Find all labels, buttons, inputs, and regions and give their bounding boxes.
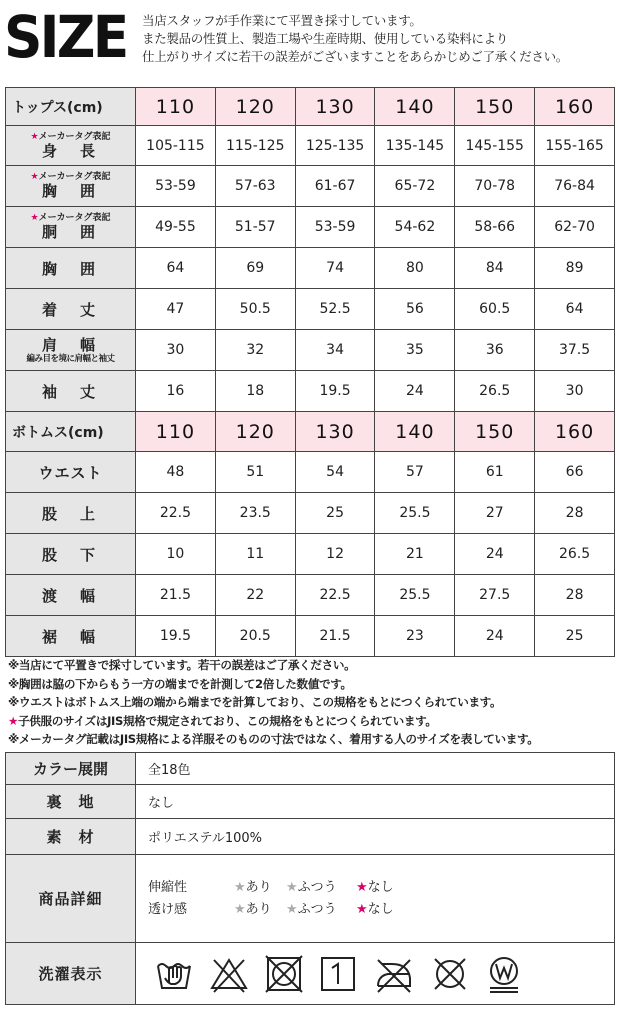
table-cell: 66: [535, 452, 615, 493]
table-cell: 22: [215, 575, 295, 616]
table-row: [6, 207, 615, 248]
header-notes: [142, 12, 618, 66]
table-cell: 23.5: [215, 493, 295, 534]
row-label: ★メーカータグ表記 胸 囲: [6, 166, 136, 207]
table-cell: 62-70: [535, 207, 615, 248]
size-header: 140: [375, 412, 455, 452]
table-cell: 61-67: [295, 166, 375, 207]
header-note: また製品の性質上、製造工場や生産時期、使用している染料により: [142, 31, 509, 46]
star-icon: ★: [286, 879, 298, 895]
bottoms-header: ボトムス(cm): [6, 412, 136, 452]
table-cell: 51-57: [215, 207, 295, 248]
table-cell: 61: [455, 452, 535, 493]
table-cell: 34: [295, 330, 375, 371]
table-row: [6, 166, 615, 207]
size-header: 110: [136, 412, 216, 452]
note-line: ※メーカータグ記載はJIS規格による洋服そのものの寸法ではなく、着用する人のサイズを表しています。: [8, 732, 539, 747]
table-cell: 27: [455, 493, 535, 534]
note-line: ※胸囲は脇の下からもう一方の端までを計測して2倍した数値です。: [8, 676, 352, 691]
table-cell: 47: [136, 289, 216, 330]
size-header: 160: [535, 88, 615, 126]
tops-header-row: [6, 88, 615, 126]
info-row: [6, 855, 615, 943]
star-icon: ★: [286, 901, 298, 917]
bottoms-header-row: [6, 412, 615, 452]
table-row: [6, 126, 615, 166]
row-label: 着 丈: [6, 289, 136, 330]
table-cell: 105-115: [136, 126, 216, 166]
table-cell: 20.5: [215, 616, 295, 657]
hand-wash-icon: [154, 954, 194, 994]
table-row: [6, 289, 615, 330]
info-label: 裏 地: [6, 785, 136, 819]
table-cell: 84: [455, 248, 535, 289]
info-label: 素 材: [6, 819, 136, 855]
table-cell: 24: [455, 534, 535, 575]
note-line: ※ウエストはボトムス上端の端から端までを計算しており、この規格をもとにつくられています。: [8, 695, 502, 710]
star-icon: ★: [8, 713, 19, 728]
size-header: 150: [455, 412, 535, 452]
star-icon: ★: [234, 879, 246, 895]
table-cell: 36: [455, 330, 535, 371]
table-cell: 25.5: [375, 493, 455, 534]
size-header: 150: [455, 88, 535, 126]
row-label: 肩 幅 編み目を境に肩幅と袖丈: [6, 330, 136, 371]
table-cell: 49-55: [136, 207, 216, 248]
table-cell: 135-145: [375, 126, 455, 166]
star-icon: ★: [234, 901, 246, 917]
table-cell: 60.5: [455, 289, 535, 330]
detail-sheerness: 透け感 ★あり ★ふつう ★なし: [148, 901, 394, 917]
table-row: [6, 330, 615, 371]
table-cell: 22.5: [295, 575, 375, 616]
info-value: ポリエステル100%: [136, 819, 615, 855]
header: [0, 0, 620, 82]
star-icon: ★: [356, 879, 368, 895]
table-cell: 54-62: [375, 207, 455, 248]
table-cell: 70-78: [455, 166, 535, 207]
maker-tag-label: ★メーカータグ表記: [30, 131, 111, 142]
table-cell: 145-155: [455, 126, 535, 166]
row-label: ★メーカータグ表記 胴 囲: [6, 207, 136, 248]
table-cell: 32: [215, 330, 295, 371]
table-cell: 52.5: [295, 289, 375, 330]
row-label: 胸 囲: [6, 248, 136, 289]
table-cell: 28: [535, 493, 615, 534]
table-cell: 56: [375, 289, 455, 330]
table-cell: 89: [535, 248, 615, 289]
maker-tag-label: ★メーカータグ表記: [30, 213, 111, 223]
table-cell: 22.5: [136, 493, 216, 534]
table-cell: 11: [215, 534, 295, 575]
wet-cleaning-icon: [484, 954, 524, 994]
note-line: ※当店にて平置きで採寸しています。若干の誤差はご了承ください。: [8, 658, 356, 672]
size-header: 120: [215, 88, 295, 126]
table-cell: 37.5: [535, 330, 615, 371]
table-cell: 80: [375, 248, 455, 289]
maker-tag-label: ★メーカータグ表記: [30, 172, 111, 182]
line-dry-icon: [318, 954, 358, 994]
no-tumble-dry-icon: [264, 954, 304, 994]
table-cell: 21.5: [136, 575, 216, 616]
table-cell: 48: [136, 452, 216, 493]
table-cell: 24: [455, 616, 535, 657]
table-cell: 25.5: [375, 575, 455, 616]
table-cell: 27.5: [455, 575, 535, 616]
info-row: [6, 819, 615, 855]
no-bleach-icon: [208, 954, 250, 994]
table-cell: 64: [535, 289, 615, 330]
table-cell: 125-135: [295, 126, 375, 166]
no-iron-icon: [372, 954, 416, 994]
size-header: 130: [295, 412, 375, 452]
table-cell: 30: [535, 371, 615, 412]
info-row: [6, 753, 615, 785]
table-row: [6, 493, 615, 534]
product-info-table: [5, 752, 615, 1005]
table-row: [6, 452, 615, 493]
wash-cell: [136, 943, 615, 1005]
table-cell: 25: [535, 616, 615, 657]
details-cell: [136, 855, 615, 943]
table-cell: 155-165: [535, 126, 615, 166]
table-row: [6, 575, 615, 616]
tops-header: トップス(cm): [6, 88, 136, 126]
table-row: [6, 534, 615, 575]
table-cell: 53-59: [136, 166, 216, 207]
size-title: SIZE: [4, 3, 127, 71]
info-label: 洗濯表示: [6, 943, 136, 1005]
row-label: 渡 幅: [6, 575, 136, 616]
table-cell: 30: [136, 330, 216, 371]
table-cell: 35: [375, 330, 455, 371]
table-cell: 74: [295, 248, 375, 289]
table-row: [6, 616, 615, 657]
table-cell: 16: [136, 371, 216, 412]
table-cell: 54: [295, 452, 375, 493]
table-cell: 53-59: [295, 207, 375, 248]
star-icon: ★: [356, 901, 368, 917]
row-label: 股 下: [6, 534, 136, 575]
row-label: ウエスト: [6, 452, 136, 493]
table-cell: 10: [136, 534, 216, 575]
table-cell: 12: [295, 534, 375, 575]
size-table: [5, 87, 615, 657]
table-cell: 21: [375, 534, 455, 575]
info-label: 商品詳細: [6, 855, 136, 943]
table-cell: 58-66: [455, 207, 535, 248]
size-header: 110: [136, 88, 216, 126]
notes: [8, 656, 618, 749]
table-cell: 65-72: [375, 166, 455, 207]
table-cell: 19.5: [295, 371, 375, 412]
table-cell: 24: [375, 371, 455, 412]
size-header: 160: [535, 412, 615, 452]
table-cell: 26.5: [455, 371, 535, 412]
row-label: 裾 幅: [6, 616, 136, 657]
row-label: 袖 丈: [6, 371, 136, 412]
table-cell: 115-125: [215, 126, 295, 166]
row-label: ★メーカータグ表記 身 長: [6, 126, 136, 166]
note-line: ★子供服のサイズはJIS規格で規定されており、この規格をもとにつくられています。: [8, 713, 437, 728]
table-cell: 18: [215, 371, 295, 412]
table-cell: 64: [136, 248, 216, 289]
row-sublabel: 編み目を境に肩幅と袖丈: [26, 354, 115, 364]
no-dry-clean-icon: [430, 954, 470, 994]
table-row: [6, 248, 615, 289]
size-header: 120: [215, 412, 295, 452]
size-header: 130: [295, 88, 375, 126]
header-note: 仕上がりサイズに若干の誤差がございますことをあらかじめご了承ください。: [142, 49, 569, 64]
table-cell: 25: [295, 493, 375, 534]
info-row: [6, 785, 615, 819]
table-cell: 69: [215, 248, 295, 289]
table-row: [6, 371, 615, 412]
table-cell: 57: [375, 452, 455, 493]
table-cell: 19.5: [136, 616, 216, 657]
table-cell: 50.5: [215, 289, 295, 330]
table-cell: 51: [215, 452, 295, 493]
info-value: 全18色: [136, 753, 615, 785]
size-header: 140: [375, 88, 455, 126]
table-cell: 23: [375, 616, 455, 657]
table-cell: 76-84: [535, 166, 615, 207]
header-note: 当店スタッフが手作業にて平置き採寸しています。: [142, 13, 422, 28]
row-label: 股 上: [6, 493, 136, 534]
table-cell: 26.5: [535, 534, 615, 575]
info-row: [6, 943, 615, 1005]
detail-stretch: 伸縮性 ★あり ★ふつう ★なし: [148, 879, 394, 895]
table-cell: 57-63: [215, 166, 295, 207]
info-value: なし: [136, 785, 615, 819]
table-cell: 28: [535, 575, 615, 616]
table-cell: 21.5: [295, 616, 375, 657]
info-label: カラー展開: [6, 753, 136, 785]
